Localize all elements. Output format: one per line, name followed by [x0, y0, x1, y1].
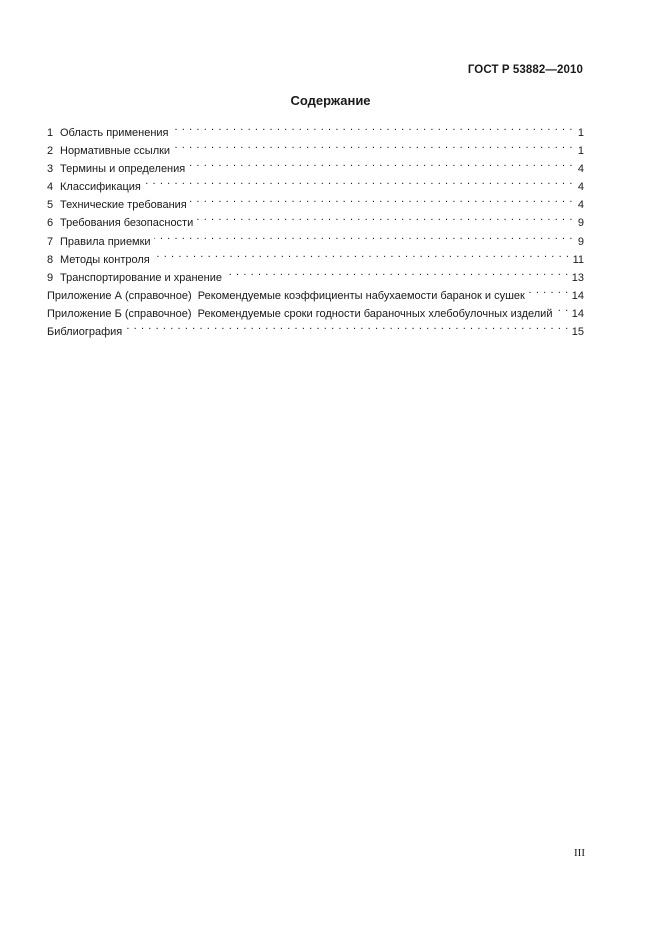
- toc-item-label: Библиография: [47, 326, 123, 339]
- toc-item-label: Требования безопасности: [60, 217, 194, 230]
- toc-item-label: Классификация: [60, 181, 141, 194]
- toc-item-number: 2: [47, 145, 54, 158]
- toc-item-page: 14: [571, 289, 584, 302]
- toc-title: Содержание: [290, 93, 371, 108]
- toc-item-label: Методы контроля: [60, 253, 150, 266]
- toc-item-page: 1: [577, 145, 584, 158]
- toc-item-page: 4: [577, 181, 584, 194]
- page-number: III: [574, 847, 585, 859]
- toc-leader-dots: [125, 317, 569, 335]
- toc-leader-dots: [153, 245, 570, 263]
- toc-leader-dots: [528, 281, 569, 299]
- toc-leader-dots: [173, 136, 573, 154]
- toc-item-label: Нормативные ссылки: [60, 145, 171, 158]
- toc-leader-dots: [154, 227, 573, 245]
- toc-item-number: 3: [47, 163, 54, 176]
- toc-leader-dots: [172, 118, 574, 136]
- toc-leader-dots: [196, 208, 573, 226]
- toc-item-label: Транспортирование и хранение: [60, 271, 222, 284]
- toc-item-label: Приложение А (справочное) Рекомендуемые коэффициенты набухаемости баранок и сушек: [47, 289, 525, 302]
- toc-leader-dots: [555, 299, 568, 317]
- toc-item-page: 1: [577, 127, 584, 139]
- toc-item-number: 5: [47, 199, 54, 212]
- toc-item-number: 1: [47, 127, 54, 139]
- toc-item-label: Технические требования: [60, 199, 187, 212]
- document-code: ГОСТ Р 53882—2010: [467, 64, 583, 76]
- toc-item[interactable]: [47, 317, 584, 339]
- toc-leader-dots: [144, 172, 573, 190]
- toc-item-page: 9: [577, 217, 584, 230]
- toc-item-number: 6: [47, 217, 54, 230]
- table-of-contents: [47, 118, 584, 339]
- toc-item-label: Правила приемки: [60, 235, 151, 248]
- toc-item-page: 13: [571, 271, 584, 284]
- toc-item-page: 9: [577, 235, 584, 248]
- toc-item-page: 4: [577, 163, 584, 176]
- toc-item-number: 4: [47, 181, 54, 194]
- toc-item-label: Область применения: [60, 127, 169, 139]
- toc-item[interactable]: [47, 118, 584, 139]
- toc-leader-dots: [188, 154, 573, 172]
- toc-leader-dots: [190, 190, 573, 208]
- toc-item-page: 14: [571, 307, 584, 320]
- toc-item-page: 4: [577, 199, 584, 212]
- toc-item-number: 9: [47, 271, 54, 284]
- toc-item-label: Приложение Б (справочное) Рекомендуемые сроки годности бараночных хлебобулочных изделий: [47, 307, 553, 320]
- toc-item-label: Термины и определения: [60, 163, 186, 176]
- toc-item-number: 7: [47, 235, 54, 248]
- toc-item-page: 11: [572, 253, 584, 266]
- toc-item-number: 8: [47, 253, 54, 266]
- toc-leader-dots: [225, 263, 569, 281]
- toc-item-page: 15: [571, 326, 584, 339]
